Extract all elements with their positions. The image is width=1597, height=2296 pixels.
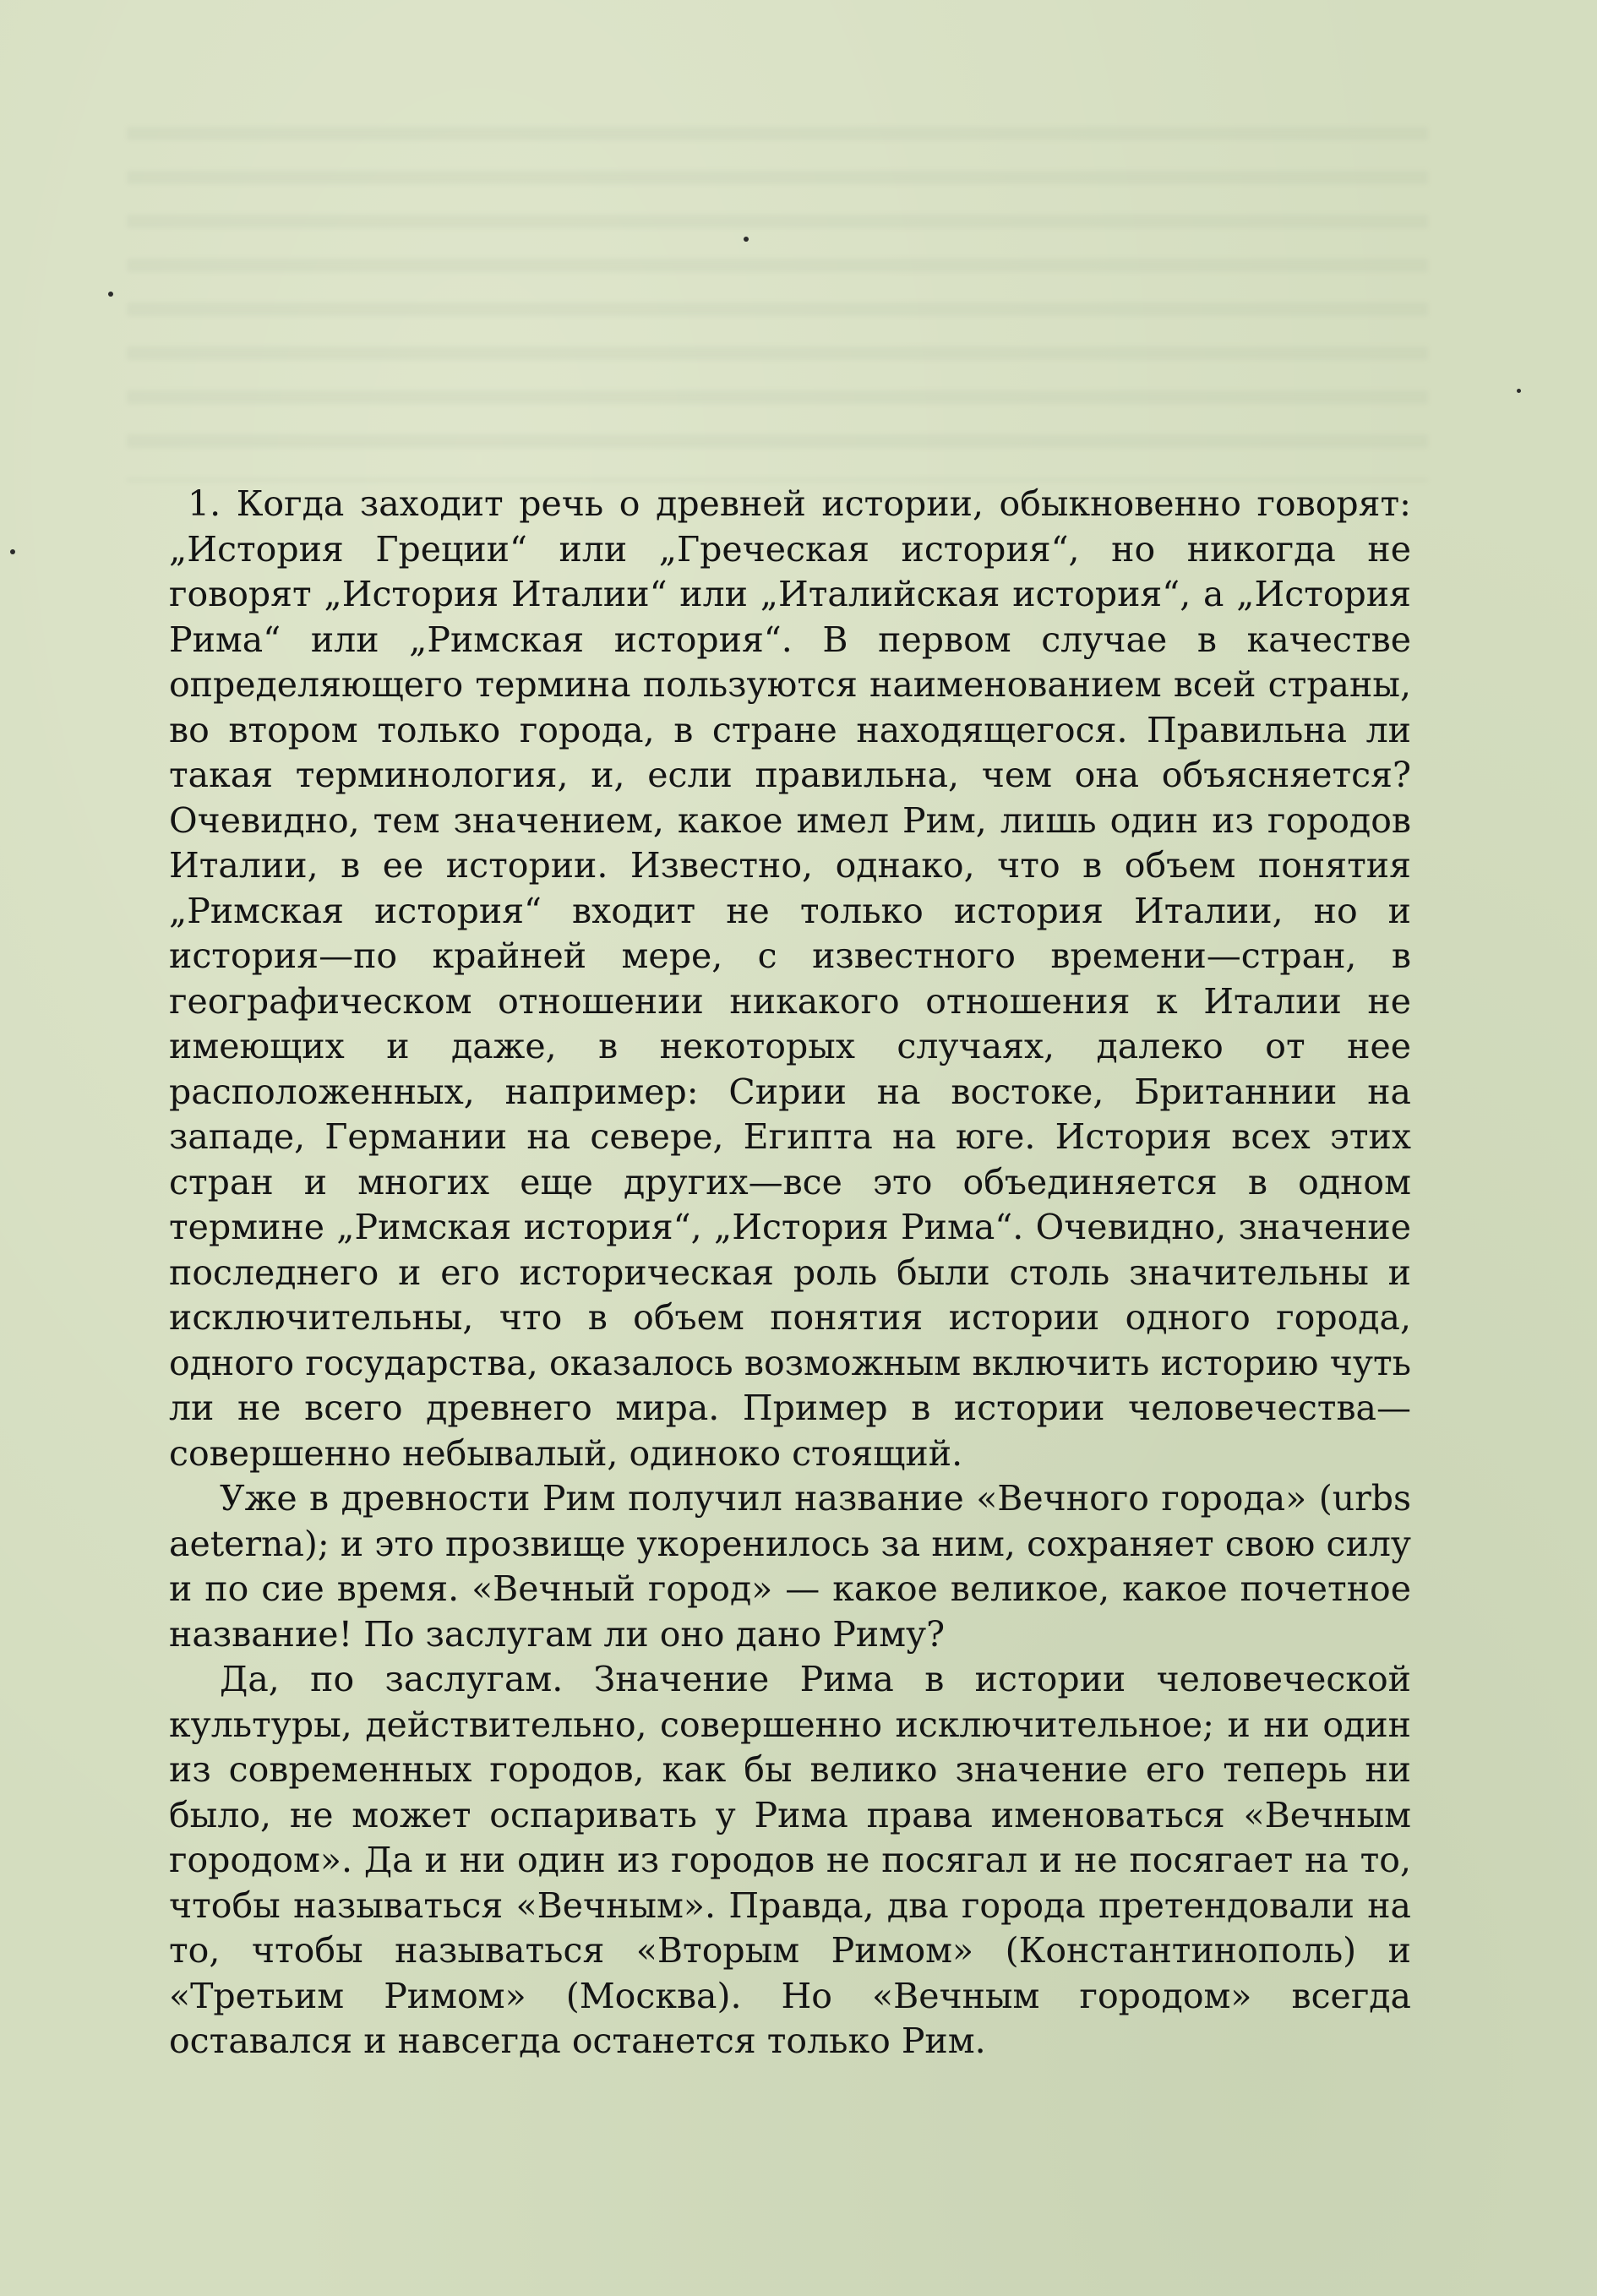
paragraph: Уже в древности Рим получил название «Вечного города» (urbs aeterna); и это прозвище укоренилось за ним, сохраняет свою силу и по сие время. «Вечный город» — какое великое, какое почетное название! По заслугам ли оно дано Риму?	[169, 1478, 1411, 1655]
ink-speck	[10, 549, 15, 554]
body-text	[169, 482, 1411, 2064]
ink-speck	[108, 292, 113, 297]
paragraph: Да, по заслугам. Значение Рима в истории человеческой культуры, действительно, совершенно исключительное; и ни один из современных городов, как бы велико значение его теперь ни было, не может оспаривать у Рима права именоваться «Вечным городом». Да и ни один из городов не посягал и не посягает на то, чтобы называться «Вечным». Правда, два города претендовали на то, чтобы называться «Вторым Римом» (Константинополь) и «Третьим Римом» (Москва). Но «Вечным городом» всегда оставался и навсегда останется только Рим.	[169, 1659, 1411, 2061]
ink-speck	[1517, 389, 1521, 393]
bleed-through-text	[127, 127, 1428, 482]
ink-speck	[744, 237, 749, 242]
paragraph: 1. Когда заходит речь о древней истории, обыкновенно говорят: „История Греции“ или „Греческая история“, но никогда не говорят „История Италии“ или „Италийская история“, а „История Рима“ или „Римская история“. В первом случае в качестве определяющего термина пользуются наименованием всей страны, во втором только города, в стране находящегося. Правильна ли такая терминология, и, если правильна, чем она объясняется? Очевидно, тем значением, какое имел Рим, лишь один из городов Италии, в ее истории. Известно, однако, что в объем понятия „Римская история“ входит не только история Италии, но и история—по крайней мере, с известного времени—стран, в географическом отношении никакого отношения к Италии не имеющих и даже, в некоторых случаях, далеко от нее расположенных, например: Сирии на востоке, Британнии на западе, Германии на севере, Египта на юге. История всех этих стран и многих еще других—все это объединяется в одном термине „Римская история“, „История Рима“. Очевидно, значение последнего и его историческая роль были столь значительны и исключительны, что в объем понятия истории одного города, одного государства, оказалось возможным включить историю чуть ли не всего древнего мира. Пример в истории человечества—совершенно небывалый, одиноко стоящий.	[169, 483, 1411, 1474]
